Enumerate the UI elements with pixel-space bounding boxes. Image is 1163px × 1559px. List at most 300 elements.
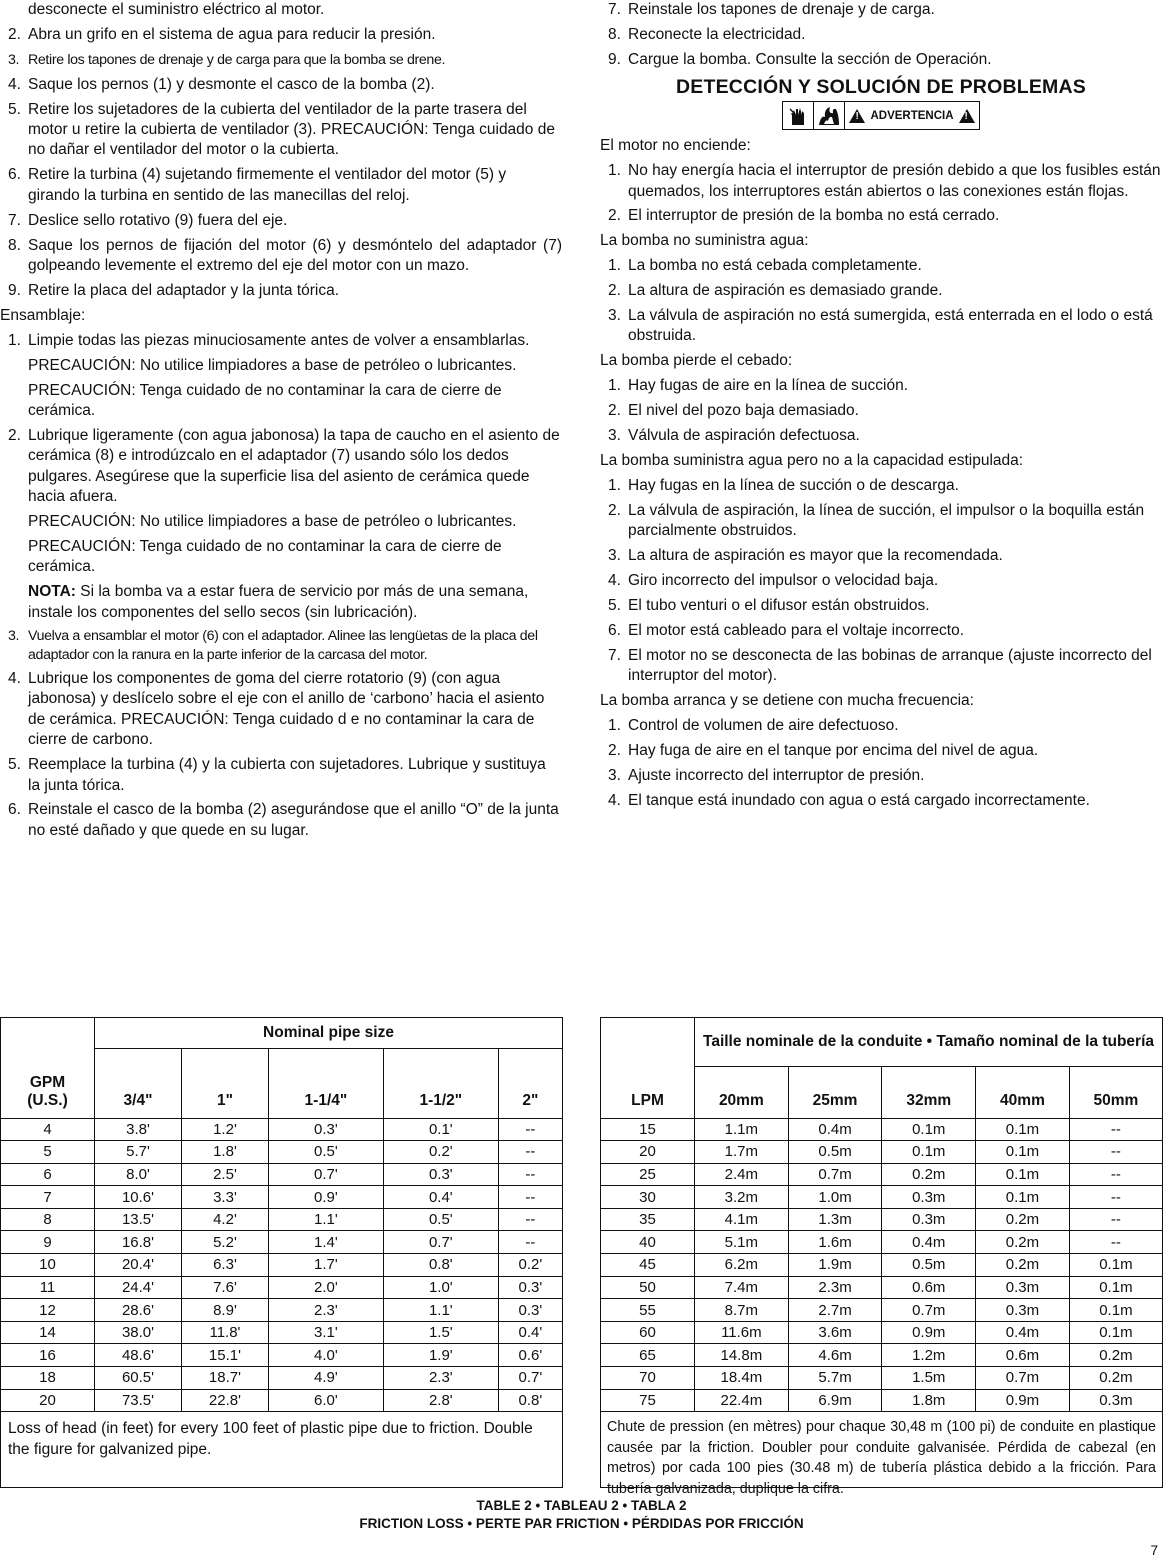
cause-text: La válvula de aspiración, la línea de succión, el impulsor o la boquilla están parcialmente obstruidos. bbox=[628, 501, 1145, 540]
column-header: 1" bbox=[181, 1048, 268, 1118]
loss-cell: 1.1' bbox=[383, 1299, 498, 1322]
loss-cell: 0.9m bbox=[976, 1389, 1070, 1412]
loss-cell: 1.7m bbox=[695, 1141, 789, 1164]
cause-number: 7. bbox=[608, 646, 621, 664]
loss-cell: -- bbox=[498, 1163, 562, 1186]
loss-cell: -- bbox=[1069, 1118, 1162, 1141]
loss-cell: 0.1m bbox=[1069, 1254, 1162, 1277]
loss-cell: 73.5' bbox=[95, 1389, 182, 1412]
step-text: Deslice sello rotativo (9) fuera del eje. bbox=[28, 211, 288, 229]
problem-cause bbox=[600, 766, 1162, 786]
loss-cell: 1.5' bbox=[383, 1321, 498, 1344]
loss-cell: 0.8' bbox=[383, 1254, 498, 1277]
step-text: Limpie todas las piezas minuciosamente antes de volver a ensamblarlas. bbox=[28, 331, 530, 349]
loss-cell: 0.7m bbox=[976, 1367, 1070, 1390]
table-row bbox=[601, 1141, 1162, 1164]
loss-cell: 3.8' bbox=[95, 1118, 182, 1141]
step-number: 6. bbox=[8, 801, 21, 819]
flow-cell: 5 bbox=[1, 1141, 95, 1164]
table-row bbox=[1, 1118, 562, 1141]
page-number: 7 bbox=[1150, 1543, 1158, 1558]
cause-number: 2. bbox=[608, 501, 621, 519]
step-text: Retire los tapones de drenaje y de carga para que la bomba se drene. bbox=[28, 51, 446, 68]
problem-cause bbox=[600, 741, 1162, 761]
loss-cell: 15.1' bbox=[181, 1344, 268, 1367]
problem-cause bbox=[600, 546, 1162, 566]
step-number: 2. bbox=[8, 426, 21, 444]
cause-text: El nivel del pozo baja demasiado. bbox=[628, 402, 859, 420]
problem-cause bbox=[600, 281, 1162, 301]
troubleshooting-groups bbox=[600, 136, 1162, 811]
loss-cell: 38.0' bbox=[95, 1321, 182, 1344]
step-number: 4. bbox=[8, 669, 21, 687]
disassembly-step bbox=[0, 100, 562, 161]
cause-text: La válvula de aspiración no está sumergida, está enterrada en el lodo o está obstruida. bbox=[628, 307, 1153, 345]
assembly-step bbox=[0, 426, 562, 508]
column-header: 3/4" bbox=[95, 1048, 182, 1118]
loss-cell: 1.9' bbox=[383, 1344, 498, 1367]
loss-cell: 2.5' bbox=[181, 1163, 268, 1186]
assembly-step bbox=[0, 800, 562, 841]
loss-cell: 0.1m bbox=[976, 1186, 1070, 1209]
table-row bbox=[601, 1231, 1162, 1254]
loss-cell: 4.0' bbox=[268, 1344, 383, 1367]
cause-text: Hay fugas en la línea de succión o de descarga. bbox=[628, 476, 959, 494]
loss-cell: 1.8m bbox=[882, 1389, 976, 1412]
loss-cell: 2.4m bbox=[695, 1163, 789, 1186]
friction-loss-table-metric bbox=[600, 1017, 1163, 1497]
problem-heading: La bomba no suministra agua: bbox=[600, 232, 809, 250]
loss-cell: 3.3' bbox=[181, 1186, 268, 1209]
problem-cause bbox=[600, 256, 1162, 276]
cause-text: El motor está cableado para el voltaje incorrecto. bbox=[628, 621, 965, 639]
friction-table bbox=[601, 1018, 1162, 1412]
cause-number: 4. bbox=[608, 572, 621, 590]
loss-cell: 0.2m bbox=[976, 1208, 1070, 1231]
loss-cell: 2.3' bbox=[268, 1299, 383, 1322]
flow-cell: 45 bbox=[601, 1254, 695, 1277]
cause-number: 1. bbox=[608, 476, 621, 494]
table-row bbox=[1, 1208, 562, 1231]
caution-text: PRECAUCIÓN: Tenga cuidado de no contaminar la cara de cierre de cerámica. bbox=[28, 381, 502, 419]
gpm-header: GPM (U.S.) bbox=[1, 1018, 95, 1118]
group-header: Nominal pipe size bbox=[95, 1018, 563, 1048]
troubleshooting-title: DETECCIÓN Y SOLUCIÓN DE PROBLEMAS bbox=[675, 76, 1086, 99]
loss-cell: 0.4' bbox=[383, 1186, 498, 1209]
loss-cell: -- bbox=[498, 1186, 562, 1209]
step-number: 8. bbox=[608, 25, 621, 43]
cause-text: Hay fuga de aire en el tanque por encima del nivel de agua. bbox=[628, 741, 1039, 759]
problem-cause bbox=[600, 621, 1162, 641]
loss-cell: 0.6m bbox=[882, 1276, 976, 1299]
cause-number: 3. bbox=[608, 307, 621, 325]
loss-cell: 0.7m bbox=[788, 1163, 882, 1186]
step-number: 5. bbox=[8, 756, 21, 774]
table-note: Loss of head (in feet) for every 100 feet of plastic pipe due to friction. Double the figure for galvanized pipe. bbox=[8, 1420, 533, 1459]
problem-cause bbox=[600, 571, 1162, 591]
disassembly-step bbox=[0, 281, 562, 301]
loss-cell: 0.2m bbox=[1069, 1367, 1162, 1390]
loss-cell: 8.7m bbox=[695, 1299, 789, 1322]
loss-cell: -- bbox=[498, 1231, 562, 1254]
loss-cell: 20.4' bbox=[95, 1254, 182, 1277]
flow-cell: 25 bbox=[601, 1163, 695, 1186]
cause-text: Hay fugas de aire en la línea de succión. bbox=[628, 377, 909, 395]
loss-cell: 0.2' bbox=[383, 1141, 498, 1164]
loss-cell: 0.7' bbox=[498, 1367, 562, 1390]
cause-text: No hay energía hacia el interruptor de presión debido a que los fusibles están quemados, los interruptores están abiertos o las conexiones están flojas. bbox=[628, 162, 1161, 200]
loss-cell: 0.2m bbox=[976, 1231, 1070, 1254]
problem-heading: La bomba arranca y se detiene con mucha frecuencia: bbox=[600, 692, 974, 710]
lpm-header: LPM bbox=[601, 1018, 695, 1118]
cause-text: El interruptor de presión de la bomba no está cerrado. bbox=[628, 207, 1000, 225]
loss-cell: 2.7m bbox=[788, 1299, 882, 1322]
cause-number: 1. bbox=[608, 716, 621, 734]
warning-box bbox=[782, 101, 979, 130]
warning-box-row bbox=[600, 101, 1162, 130]
cause-number: 4. bbox=[608, 791, 621, 809]
group-header: Taille nominale de la conduite • Tamaño nominal de la tubería bbox=[695, 1018, 1163, 1066]
table-row bbox=[601, 1367, 1162, 1390]
column-header: 40mm bbox=[976, 1066, 1070, 1118]
loss-cell: -- bbox=[498, 1141, 562, 1164]
table-row bbox=[601, 1389, 1162, 1412]
cause-text: El tanque está inundado con agua o está cargado incorrectamente. bbox=[628, 791, 1090, 809]
loss-cell: 0.1m bbox=[976, 1141, 1070, 1164]
table-row bbox=[601, 1118, 1162, 1141]
loss-cell: 0.9' bbox=[268, 1186, 383, 1209]
loss-cell: 0.2' bbox=[498, 1254, 562, 1277]
loss-cell: 2.3' bbox=[383, 1367, 498, 1390]
reassembly-step bbox=[600, 50, 1162, 70]
problem-heading: El motor no enciende: bbox=[600, 137, 751, 155]
flow-cell: 6 bbox=[1, 1163, 95, 1186]
column-header: 25mm bbox=[788, 1066, 882, 1118]
column-header: 2" bbox=[498, 1048, 562, 1118]
step-text: Reemplace la turbina (4) y la cubierta con sujetadores. Lubrique y sustituya la junta tórica. bbox=[28, 756, 546, 794]
problem-heading: La bomba suministra agua pero no a la capacidad estipulada: bbox=[600, 452, 1024, 469]
cause-number: 2. bbox=[608, 207, 621, 225]
alert-triangle-icon bbox=[849, 109, 865, 123]
loss-cell: -- bbox=[1069, 1231, 1162, 1254]
column-header: 20mm bbox=[695, 1066, 789, 1118]
step-number: 2. bbox=[8, 25, 21, 43]
cause-text: La altura de aspiración es mayor que la recomendada. bbox=[628, 547, 1003, 565]
flow-cell: 7 bbox=[1, 1186, 95, 1209]
flow-cell: 30 bbox=[601, 1186, 695, 1209]
step-number: 3. bbox=[8, 51, 20, 68]
flow-cell: 16 bbox=[1, 1344, 95, 1367]
cause-number: 2. bbox=[608, 402, 621, 420]
step-text: Retire la turbina (4) sujetando firmemente el ventilador del motor (5) y girando la turbina en sentido de las manecillas del reloj. bbox=[28, 166, 507, 204]
loss-cell: 0.5' bbox=[383, 1208, 498, 1231]
intro-line: desconecte el suministro eléctrico al motor. bbox=[28, 1, 325, 18]
flow-cell: 14 bbox=[1, 1321, 95, 1344]
cause-number: 3. bbox=[608, 427, 621, 445]
step-number: 8. bbox=[8, 236, 21, 254]
flow-cell: 18 bbox=[1, 1367, 95, 1390]
loss-cell: 1.1' bbox=[268, 1208, 383, 1231]
table-row bbox=[601, 1254, 1162, 1277]
loss-cell: 1.2' bbox=[181, 1118, 268, 1141]
cause-number: 6. bbox=[608, 621, 621, 639]
table-row bbox=[1, 1299, 562, 1322]
friction-table bbox=[1, 1018, 562, 1412]
flow-cell: 9 bbox=[1, 1231, 95, 1254]
loss-cell: 2.8' bbox=[383, 1389, 498, 1412]
table-row bbox=[601, 1344, 1162, 1367]
loss-cell: 2.0' bbox=[268, 1276, 383, 1299]
table-row bbox=[1, 1186, 562, 1209]
loss-cell: -- bbox=[1069, 1163, 1162, 1186]
reassembly-step bbox=[600, 0, 1162, 20]
flow-cell: 40 bbox=[601, 1231, 695, 1254]
loss-cell: 0.3m bbox=[976, 1276, 1070, 1299]
loss-cell: 7.6' bbox=[181, 1276, 268, 1299]
note-label: NOTA: bbox=[28, 583, 76, 601]
column-header: 50mm bbox=[1069, 1066, 1162, 1118]
cause-text: El motor no se desconecta de las bobinas de arranque (ajuste incorrecto del interruptor del motor). bbox=[628, 646, 1152, 685]
left-column bbox=[0, 0, 562, 846]
disassembly-step bbox=[0, 211, 562, 231]
problem-cause bbox=[600, 161, 1162, 202]
table-row bbox=[1, 1321, 562, 1344]
cause-text: La bomba no está cebada completamente. bbox=[628, 257, 922, 275]
loss-cell: 0.6m bbox=[976, 1344, 1070, 1367]
loss-cell: 4.6m bbox=[788, 1344, 882, 1367]
table-row bbox=[601, 1299, 1162, 1322]
loss-cell: 6.9m bbox=[788, 1389, 882, 1412]
step-number: 7. bbox=[8, 211, 21, 229]
loss-cell: 4.2' bbox=[181, 1208, 268, 1231]
problem-cause bbox=[600, 596, 1162, 616]
caution-text: PRECAUCIÓN: Tenga cuidado de no contaminar la cara de cierre de cerámica. bbox=[28, 537, 502, 576]
problem-cause bbox=[600, 376, 1162, 396]
step-text: Reinstale el casco de la bomba (2) asegurándose que el anillo “O” de la junta no esté dañado y que quede en su lugar. bbox=[28, 801, 559, 839]
loss-cell: 0.1m bbox=[1069, 1321, 1162, 1344]
table-row bbox=[1, 1367, 562, 1390]
warning-text: ADVERTENCIA bbox=[870, 109, 954, 122]
loss-cell: 11.8' bbox=[181, 1321, 268, 1344]
loss-cell: 0.4m bbox=[788, 1118, 882, 1141]
loss-cell: 1.4' bbox=[268, 1231, 383, 1254]
flow-cell: 20 bbox=[1, 1389, 95, 1412]
loss-cell: 0.2m bbox=[976, 1254, 1070, 1277]
flow-cell: 35 bbox=[601, 1208, 695, 1231]
loss-cell: 4.9' bbox=[268, 1367, 383, 1390]
table-body bbox=[601, 1118, 1162, 1412]
loss-cell: -- bbox=[1069, 1186, 1162, 1209]
caption-line-1: TABLE 2 • TABLEAU 2 • TABLA 2 bbox=[476, 1498, 687, 1513]
loss-cell: 0.1' bbox=[383, 1118, 498, 1141]
disassembly-step bbox=[0, 75, 562, 95]
loss-cell: 1.9m bbox=[788, 1254, 882, 1277]
step-number: 4. bbox=[8, 75, 21, 93]
step-number: 6. bbox=[8, 166, 21, 184]
loss-cell: 0.3m bbox=[976, 1299, 1070, 1322]
loss-cell: 0.7' bbox=[383, 1231, 498, 1254]
electric-shock-hand-icon bbox=[783, 102, 814, 129]
table-row bbox=[1, 1254, 562, 1277]
loss-cell: 0.6' bbox=[498, 1344, 562, 1367]
loss-cell: 0.2m bbox=[882, 1163, 976, 1186]
loss-cell: 6.3' bbox=[181, 1254, 268, 1277]
flow-cell: 50 bbox=[601, 1276, 695, 1299]
loss-cell: 0.7' bbox=[268, 1163, 383, 1186]
fire-hazard-icon bbox=[814, 102, 845, 129]
table-row bbox=[1, 1276, 562, 1299]
assembly-step bbox=[0, 669, 562, 751]
loss-cell: 22.8' bbox=[181, 1389, 268, 1412]
step-number: 9. bbox=[8, 281, 21, 299]
flow-cell: 20 bbox=[601, 1141, 695, 1164]
loss-cell: 0.3m bbox=[882, 1208, 976, 1231]
loss-cell: 0.1m bbox=[882, 1118, 976, 1141]
flow-cell: 60 bbox=[601, 1321, 695, 1344]
table-row bbox=[1, 1163, 562, 1186]
loss-cell: -- bbox=[1069, 1208, 1162, 1231]
warning-label bbox=[845, 102, 978, 129]
loss-cell: 1.7' bbox=[268, 1254, 383, 1277]
flow-cell: 75 bbox=[601, 1389, 695, 1412]
cause-text: La altura de aspiración es demasiado grande. bbox=[628, 282, 943, 300]
loss-cell: 0.1m bbox=[1069, 1299, 1162, 1322]
column-header: 1-1/4" bbox=[268, 1048, 383, 1118]
step-text: Abra un grifo en el sistema de agua para reducir la presión. bbox=[28, 25, 436, 43]
loss-cell: 0.3' bbox=[383, 1163, 498, 1186]
problem-cause bbox=[600, 206, 1162, 226]
cause-number: 3. bbox=[608, 766, 621, 784]
disassembly-step bbox=[0, 236, 562, 277]
step-text: Saque los pernos de fijación del motor (6) y desmóntelo del adaptador (7) golpeando levemente el extremo del eje del motor con un mazo. bbox=[28, 236, 562, 274]
loss-cell: 5.1m bbox=[695, 1231, 789, 1254]
cause-number: 2. bbox=[608, 282, 621, 300]
loss-cell: 0.1m bbox=[976, 1163, 1070, 1186]
cause-text: Ajuste incorrecto del interruptor de presión. bbox=[628, 766, 925, 784]
loss-cell: 13.5' bbox=[95, 1208, 182, 1231]
loss-cell: 1.0' bbox=[383, 1276, 498, 1299]
loss-cell: 14.8m bbox=[695, 1344, 789, 1367]
loss-cell: 0.1m bbox=[1069, 1276, 1162, 1299]
right-column bbox=[600, 0, 1162, 816]
step-text: Vuelva a ensamblar el motor (6) con el adaptador. Alinee las lengüetas de la placa del adaptador con la ranura en la parte inferior de la carcasa del motor. bbox=[28, 628, 538, 663]
step-text: Lubrique ligeramente (con agua jabonosa) la tapa de caucho en el asiento de cerámica (8) e introdúzcalo en el adaptador (7) usando sólo los dedos pulgares. Asegúrese que la superficie lisa del asiento de cerámica quede hacia afuera. bbox=[28, 426, 560, 506]
problem-cause bbox=[600, 646, 1162, 687]
flow-cell: 8 bbox=[1, 1208, 95, 1231]
loss-cell: 22.4m bbox=[695, 1389, 789, 1412]
loss-cell: 1.0m bbox=[788, 1186, 882, 1209]
loss-cell: 0.5m bbox=[882, 1254, 976, 1277]
table-row bbox=[1, 1344, 562, 1367]
loss-cell: 1.5m bbox=[882, 1367, 976, 1390]
problem-cause bbox=[600, 306, 1162, 347]
cause-number: 3. bbox=[608, 547, 621, 565]
disassembly-step bbox=[0, 25, 562, 45]
loss-cell: 0.8' bbox=[498, 1389, 562, 1412]
table-row bbox=[1, 1389, 562, 1412]
loss-cell: 0.4' bbox=[498, 1321, 562, 1344]
cause-text: Válvula de aspiración defectuosa. bbox=[628, 427, 860, 445]
flow-cell: 55 bbox=[601, 1299, 695, 1322]
loss-cell: 0.9m bbox=[882, 1321, 976, 1344]
loss-cell: 2.3m bbox=[788, 1276, 882, 1299]
cause-text: Giro incorrecto del impulsor o velocidad baja. bbox=[628, 572, 939, 590]
step-number: 9. bbox=[608, 50, 621, 68]
loss-cell: 0.1m bbox=[882, 1141, 976, 1164]
step-number: 3. bbox=[8, 628, 20, 645]
table-row bbox=[601, 1186, 1162, 1209]
step-number: 5. bbox=[8, 100, 21, 118]
disassembly-step bbox=[0, 50, 562, 70]
loss-cell: 0.5' bbox=[268, 1141, 383, 1164]
cause-text: El tubo venturi o el difusor están obstruidos. bbox=[628, 596, 930, 614]
table-row bbox=[601, 1276, 1162, 1299]
loss-cell: 3.2m bbox=[695, 1186, 789, 1209]
table-row bbox=[601, 1163, 1162, 1186]
step-text: Retire la placa del adaptador y la junta tórica. bbox=[28, 281, 340, 299]
loss-cell: 0.4m bbox=[882, 1231, 976, 1254]
caption-line-2: FRICTION LOSS • PERTE PAR FRICTION • PÉRDIDAS POR FRICCIÓN bbox=[359, 1516, 804, 1531]
loss-cell: 8.0' bbox=[95, 1163, 182, 1186]
loss-cell: 5.7m bbox=[788, 1367, 882, 1390]
problem-cause bbox=[600, 791, 1162, 811]
loss-cell: 5.7' bbox=[95, 1141, 182, 1164]
cause-text: Control de volumen de aire defectuoso. bbox=[628, 716, 899, 734]
table-row bbox=[601, 1321, 1162, 1344]
caution-text: PRECAUCIÓN: No utilice limpiadores a base de petróleo o lubricantes. bbox=[28, 356, 517, 374]
loss-cell: 24.4' bbox=[95, 1276, 182, 1299]
loss-cell: 3.6m bbox=[788, 1321, 882, 1344]
problem-heading: La bomba pierde el cebado: bbox=[600, 352, 793, 370]
assembly-step bbox=[0, 755, 562, 796]
loss-cell: 0.4m bbox=[976, 1321, 1070, 1344]
loss-cell: 1.6m bbox=[788, 1231, 882, 1254]
loss-cell: 0.7m bbox=[882, 1299, 976, 1322]
loss-cell: 0.3m bbox=[882, 1186, 976, 1209]
table-row bbox=[1, 1141, 562, 1164]
alert-triangle-icon bbox=[959, 109, 975, 123]
problem-cause bbox=[600, 501, 1162, 542]
loss-cell: -- bbox=[498, 1208, 562, 1231]
assembly-step bbox=[0, 331, 562, 351]
flow-cell: 12 bbox=[1, 1299, 95, 1322]
flow-cell: 4 bbox=[1, 1118, 95, 1141]
loss-cell: 0.3' bbox=[498, 1276, 562, 1299]
cause-number: 1. bbox=[608, 257, 621, 275]
note-body: Si la bomba va a estar fuera de servicio por más de una semana, instale los componentes del sello secos (sin lubricación). bbox=[28, 583, 529, 621]
loss-cell: 0.3' bbox=[268, 1118, 383, 1141]
loss-cell: 10.6' bbox=[95, 1186, 182, 1209]
problem-cause bbox=[600, 476, 1162, 496]
column-header: 1-1/2" bbox=[383, 1048, 498, 1118]
loss-cell: 0.5m bbox=[788, 1141, 882, 1164]
table-row bbox=[1, 1231, 562, 1254]
flow-cell: 11 bbox=[1, 1276, 95, 1299]
loss-cell: 18.4m bbox=[695, 1367, 789, 1390]
loss-cell: 8.9' bbox=[181, 1299, 268, 1322]
disassembly-step bbox=[0, 165, 562, 206]
caution-text: PRECAUCIÓN: No utilice limpiadores a base de petróleo o lubricantes. bbox=[28, 512, 517, 530]
problem-cause bbox=[600, 716, 1162, 736]
flow-cell: 15 bbox=[601, 1118, 695, 1141]
loss-cell: 60.5' bbox=[95, 1367, 182, 1390]
friction-loss-table-imperial bbox=[0, 1017, 563, 1488]
step-number: 7. bbox=[608, 1, 621, 18]
loss-cell: 16.8' bbox=[95, 1231, 182, 1254]
loss-cell: 28.6' bbox=[95, 1299, 182, 1322]
loss-cell: 48.6' bbox=[95, 1344, 182, 1367]
assembly-step bbox=[0, 627, 562, 664]
